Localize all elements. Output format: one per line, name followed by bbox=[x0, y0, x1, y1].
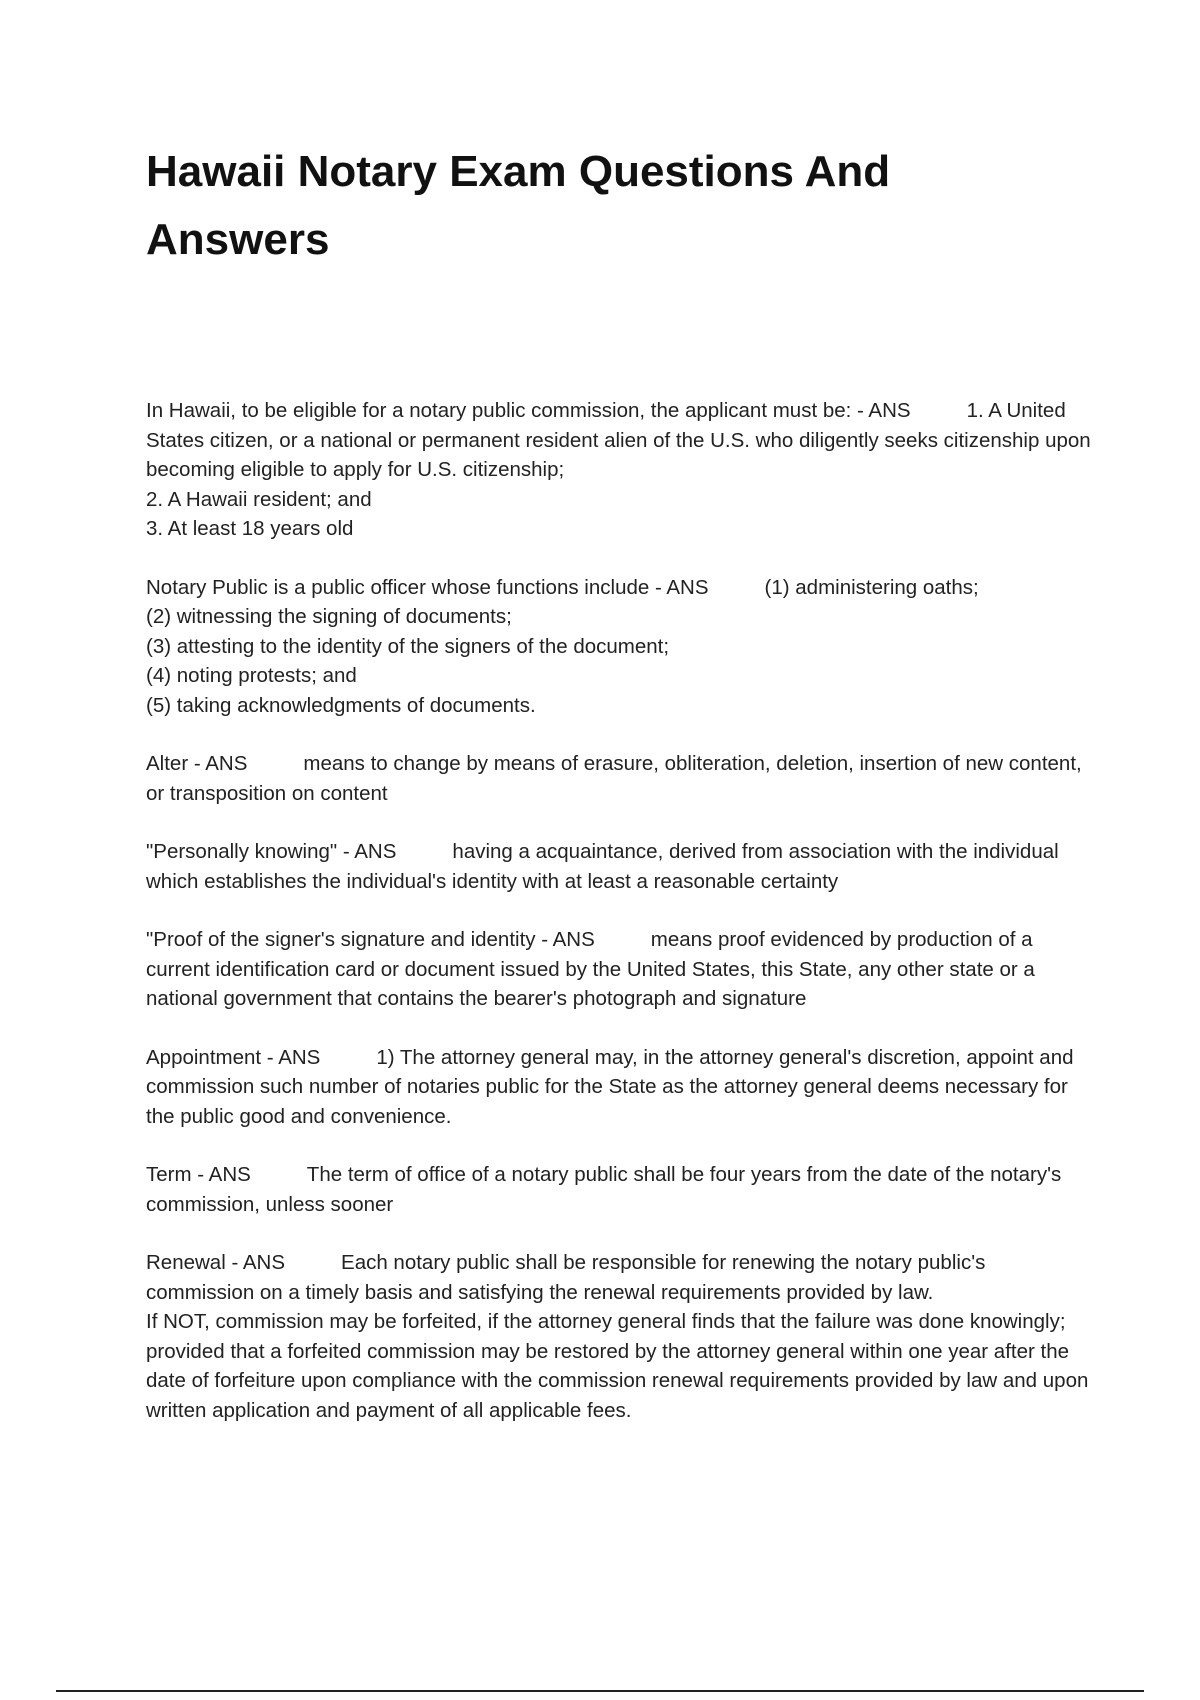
answer-line: (2) witnessing the signing of documents; bbox=[146, 605, 512, 628]
qa-item bbox=[146, 837, 1096, 896]
answer-line: 2. A Hawaii resident; and bbox=[146, 487, 372, 511]
footer-divider bbox=[56, 1690, 1144, 1692]
question-text: Appointment - ANS bbox=[146, 1045, 321, 1069]
answer-line: (4) noting protests; and bbox=[146, 664, 357, 687]
answer-line: If NOT, commission may be forfeited, if the attorney general finds that the failure was done knowingly; provided that a forfeited commission may be restored by the attorney general within one year after the date of forfeiture upon compliance with the commission renewal requirements provided by law and upon written application and payment of all applicable fees. bbox=[146, 1310, 1089, 1422]
answer-line: (3) attesting to the identity of the signers of the document; bbox=[146, 634, 670, 658]
question-text: "Proof of the signer's signature and identity - ANS bbox=[146, 928, 595, 951]
question-text: Renewal - ANS bbox=[146, 1251, 286, 1274]
question-text: "Personally knowing" - ANS bbox=[146, 840, 397, 863]
answer-text: having a acquaintance, derived from association with the individual which establishes the individual's identity with at least a reasonable certainty bbox=[146, 840, 1065, 893]
answer-text: Each notary public shall be responsible for renewing the notary public's commission on a timely basis and satisfying the renewal requirements provided by law. bbox=[146, 1251, 992, 1304]
qa-item bbox=[146, 1043, 1096, 1132]
answer-line: 3. At least 18 years old bbox=[146, 517, 354, 540]
question-text: Alter - ANS bbox=[146, 752, 248, 775]
qa-item bbox=[146, 749, 1096, 808]
answer-text: 1) The attorney general may, in the attorney general's discretion, appoint and commission such number of notaries public for the State as the attorney general deems necessary for the public good and convenience. bbox=[146, 1045, 1080, 1128]
answer-text: 1. A United States citizen, or a national or permanent resident alien of the U.S. who diligently seeks citizenship upon becoming eligible to apply for U.S. citizenship; bbox=[146, 399, 1097, 481]
qa-item bbox=[146, 573, 1096, 721]
page-title: Hawaii Notary Exam Questions And Answers bbox=[146, 147, 891, 264]
answer-text: (1) administering oaths; bbox=[764, 575, 979, 599]
question-text: Term - ANS bbox=[146, 1163, 251, 1186]
answer-text: The term of office of a notary public shall be four years from the date of the notary's commission, unless sooner bbox=[146, 1163, 1067, 1216]
qa-item bbox=[146, 925, 1096, 1014]
qa-list bbox=[146, 396, 1096, 1454]
question-text: Notary Public is a public officer whose functions include - ANS bbox=[146, 575, 709, 599]
qa-item bbox=[146, 1248, 1096, 1425]
question-text: In Hawaii, to be eligible for a notary public commission, the applicant must be: - ANS bbox=[146, 399, 911, 422]
answer-line: (5) taking acknowledgments of documents. bbox=[146, 693, 536, 717]
answer-text: means to change by means of erasure, obliteration, deletion, insertion of new content, or transposition on content bbox=[146, 752, 1088, 805]
answer-text: means proof evidenced by production of a current identification card or document issued by the United States, this State, any other state or a national government that contains the bearer's photograph and signature bbox=[146, 928, 1041, 1010]
qa-item bbox=[146, 396, 1096, 544]
qa-item bbox=[146, 1160, 1096, 1219]
